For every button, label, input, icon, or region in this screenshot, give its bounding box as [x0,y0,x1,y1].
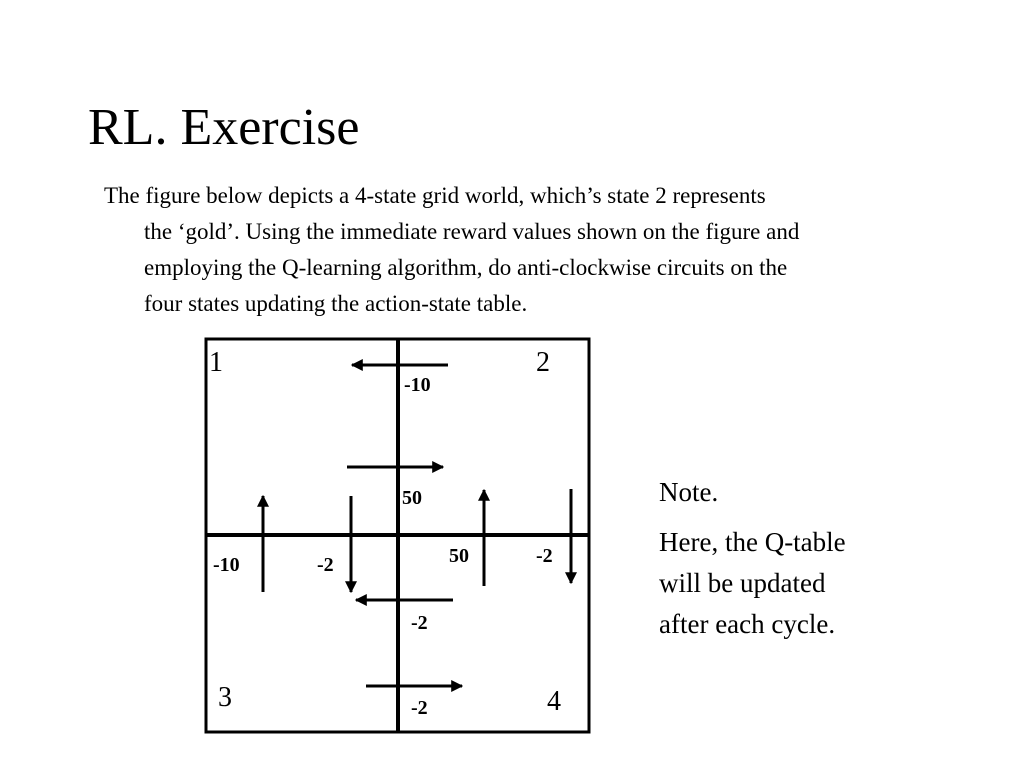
state-label-2: 2 [536,347,550,378]
description-line: four states updating the action-state table. [144,291,528,316]
reward-1-to-2: 50 [402,487,422,509]
state-label-4: 4 [547,686,561,717]
state-label-1: 1 [209,347,223,378]
note-line: will be updated [659,568,826,598]
note-line: after each cycle. [659,609,836,639]
reward-2-to-1: -10 [404,374,431,396]
reward-4-to-2: 50 [449,545,469,567]
note-heading: Note. [659,477,719,507]
description-line: employing the Q-learning algorithm, do anti-clockwise circuits on the [144,255,788,280]
slide-title: RL. Exercise [88,99,360,156]
reward-4-to-3: -2 [411,612,428,634]
description-line: the ‘gold’. Using the immediate reward values shown on the figure and [144,219,800,244]
reward-1-to-3: -2 [317,554,334,576]
note-line: Here, the Q-table [659,527,846,557]
note-box [659,472,846,645]
state-label-3: 3 [218,682,232,713]
reward-3-to-4: -2 [411,697,428,719]
reward-3-to-1: -10 [213,554,240,576]
description-line: The figure below depicts a 4-state grid world, which’s state 2 represents [104,183,766,208]
reward-2-to-4: -2 [536,545,553,567]
